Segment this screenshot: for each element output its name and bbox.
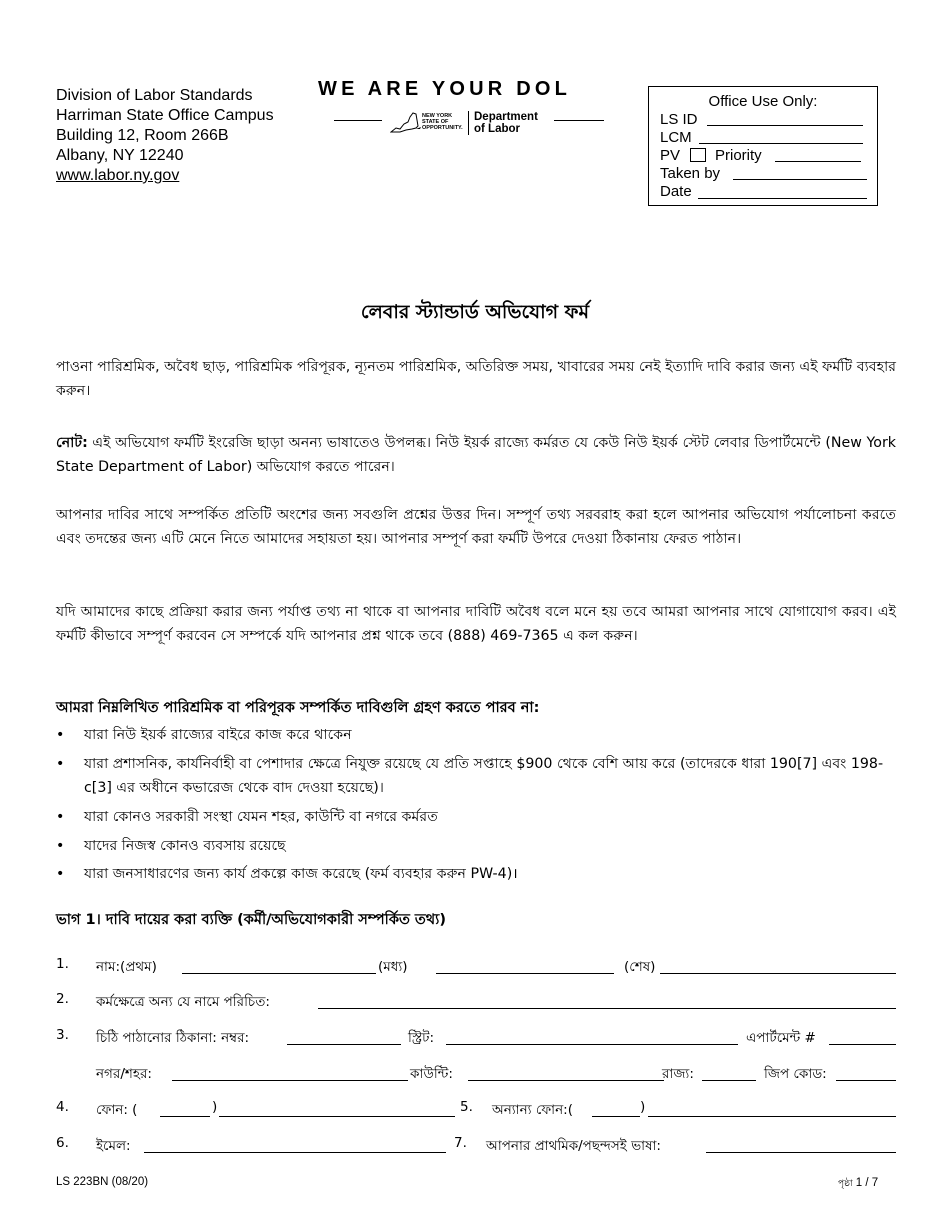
language-field[interactable]: [706, 1152, 896, 1153]
logo-state-text: [422, 113, 463, 131]
note-text: এই অভিযোগ ফর্মটি ইংরেজি ছাড়া অনন্য ভাষাতেও উপলব্ধ। নিউ ইয়র্ক রাজ্যে কর্মরত যে কেউ নিউ ইয়র্ক স্টেট লেবার ডিপার্টমেন্টে (New York State Department of Labor) অভিযোগ করতে পারেন।: [56, 435, 896, 475]
exclusion-item: • যাদের নিজস্ব কোনও ব্যবসায় রয়েছে: [56, 834, 896, 858]
pv-label: PV: [660, 147, 681, 164]
priority-label: Priority: [715, 147, 762, 164]
lcm-field[interactable]: [699, 143, 863, 144]
other-phone-number-field[interactable]: [648, 1116, 896, 1117]
date-field[interactable]: [698, 198, 867, 199]
ls-id-field[interactable]: [707, 125, 863, 126]
q7-number: 7.: [454, 1135, 467, 1151]
logo-state-line: NEW YORK: [422, 113, 453, 119]
ls-id-label: LS ID: [660, 111, 698, 128]
phone-label: ফোন: (: [96, 1102, 138, 1118]
address-line: Division of Labor Standards: [56, 87, 253, 104]
address-number-field[interactable]: [287, 1044, 401, 1045]
phone-close-paren: ): [212, 1099, 218, 1115]
exclusion-item: • যারা প্রশাসনিক, কার্যনির্বাহী বা পেশাদার ক্ষেত্রে নিযুক্ত রয়েছে যে প্রতি সপ্তাহে $900 থেকে বেশি আয় করে (তাদেরকে ধারা 190[7] এবং 198-c[3] এর অধীনে কভারেজ থেকে বাদ দেওয়া হয়েছে)।: [56, 752, 896, 800]
street-label: স্ট্রিট:: [408, 1030, 435, 1046]
logo-dept-line: Department: [474, 111, 538, 123]
city-label: নগর/শহর:: [96, 1066, 152, 1082]
exclusion-text: যারা প্রশাসনিক, কার্যনির্বাহী বা পেশাদার ক্ষেত্রে নিযুক্ত রয়েছে যে প্রতি সপ্তাহে $900 থেকে বেশি আয় করে (তাদেরকে ধারা 190[7] এবং 198-c[3] এর অধীনে কভারেজ থেকে বাদ দেওয়া হয়েছে)।: [84, 756, 884, 796]
city-row: [56, 1063, 896, 1085]
note-paragraph: [56, 431, 896, 479]
page-number: [838, 1176, 878, 1191]
taken-by-field[interactable]: [733, 179, 867, 180]
q1-number: 1.: [56, 956, 69, 972]
address-line: Albany, NY 12240: [56, 147, 184, 164]
phone-number-field[interactable]: [219, 1116, 455, 1117]
zip-field[interactable]: [836, 1080, 896, 1081]
last-name-label: (শেষ): [624, 959, 656, 975]
middle-name-field[interactable]: [436, 973, 614, 974]
county-label: কাউন্টি:: [410, 1066, 453, 1082]
other-phone-close-paren: ): [640, 1099, 646, 1115]
email-label: ইমেল:: [96, 1138, 131, 1154]
alias-label: কর্মক্ষেত্রে অন্য যে নামে পরিচিত:: [96, 994, 270, 1010]
part1-heading: ভাগ 1। দাবি দায়ের করা ব্যক্তি (কর্মী/অভিযোগকারী সম্পর্কিত তথ্য): [56, 912, 447, 928]
office-use-box: [648, 86, 878, 206]
last-name-field[interactable]: [660, 973, 896, 974]
exclusion-item: • যারা কোনও সরকারী সংস্থা যেমন শহর, কাউন্টি বা নগরে কর্মরত: [56, 805, 896, 829]
other-phone-label: অন্যান্য ফোন:(: [492, 1102, 573, 1118]
state-field[interactable]: [702, 1080, 756, 1081]
county-field[interactable]: [468, 1080, 664, 1081]
q5-number: 5.: [460, 1099, 473, 1115]
website-link[interactable]: www.labor.ny.gov: [56, 167, 180, 184]
other-phone-area-code-field[interactable]: [592, 1116, 640, 1117]
q3-number: 3.: [56, 1027, 69, 1043]
logo-dept-text: [474, 111, 538, 135]
zip-label: জিপ কোড:: [764, 1066, 827, 1082]
office-use-title: Office Use Only:: [708, 93, 818, 110]
pv-checkbox[interactable]: [690, 148, 706, 162]
taken-by-label: Taken by: [660, 165, 721, 182]
q6-number: 6.: [56, 1135, 69, 1151]
alias-row: [56, 991, 896, 1013]
name-row: [56, 956, 896, 978]
first-name-label: নাম:(প্রথম): [96, 959, 157, 975]
exclusion-item: • যারা নিউ ইয়র্ক রাজ্যের বাইরে কাজ করে থাকেন: [56, 723, 896, 747]
lcm-label: LCM: [660, 129, 692, 146]
q2-number: 2.: [56, 991, 69, 1007]
agency-address: [56, 86, 274, 186]
address-number-label: চিঠি পাঠানোর ঠিকানা: নম্বর:: [96, 1030, 250, 1046]
exclusions-heading: আমরা নিম্নলিখিত পারিশ্রমিক বা পরিপূরক সম্পর্কিত দাবিগুলি গ্রহণ করতে পারব না:: [56, 700, 540, 716]
logo-state-line: OPPORTUNITY.: [422, 125, 463, 131]
address-line: Harriman State Office Campus: [56, 107, 274, 124]
alias-field[interactable]: [318, 1008, 896, 1009]
state-label: রাজ্য:: [662, 1066, 694, 1082]
date-label: Date: [660, 183, 692, 200]
logo-state-line: STATE OF: [422, 119, 449, 125]
dol-slogan: WE ARE YOUR DOL: [318, 78, 572, 100]
page-label: পৃষ্ঠা: [838, 1179, 853, 1189]
exclusion-item: • যারা জনসাধারণের জন্য কার্য প্রকল্পে কাজ করেছে (ফর্ম ব্যবহার করুন PW-4)।: [56, 862, 896, 886]
exclusion-text: যাদের নিজস্ব কোনও ব্যবসায় রয়েছে: [84, 838, 286, 854]
mailing-address-row: [56, 1027, 896, 1049]
apartment-label: এপার্টমেন্ট #: [746, 1030, 816, 1046]
email-row: [56, 1135, 896, 1157]
instructions-paragraph: আপনার দাবির সাথে সম্পর্কিত প্রতিটি অংশের জন্য সবগুলি প্রশ্নের উত্তর দিন। সম্পূর্ণ তথ্য সরবরাহ করা হলে আপনার অভিযোগ পর্যালোচনা করতে এবং তদন্তের জন্য এটি মেনে নিতে আমাদের সহায়তা হয়। আপনার সম্পূর্ণ করা ফর্মটি উপরে দেওয়া ঠিকানায় ফেরত পাঠান।: [56, 507, 896, 547]
middle-name-label: (মধ্য): [378, 959, 408, 975]
dol-logo: [334, 110, 604, 136]
address-line: Building 12, Room 266B: [56, 127, 229, 144]
q4-number: 4.: [56, 1099, 69, 1115]
city-field[interactable]: [172, 1080, 408, 1081]
logo-dept-line: of Labor: [474, 123, 520, 135]
exclusion-text: যারা জনসাধারণের জন্য কার্য প্রকল্পে কাজ করেছে (ফর্ম ব্যবহার করুন PW-4)।: [84, 866, 518, 882]
form-code: LS 223BN (08/20): [56, 1176, 149, 1188]
new-york-state-icon: [390, 112, 422, 134]
priority-field[interactable]: [775, 161, 861, 162]
form-title: লেবার স্ট্যান্ডার্ড অভিযোগ ফর্ম: [360, 301, 590, 323]
page-number-value: 1 / 7: [855, 1177, 879, 1189]
note-label: নোট:: [56, 435, 88, 451]
first-name-field[interactable]: [182, 973, 376, 974]
exclusion-text: যারা কোনও সরকারী সংস্থা যেমন শহর, কাউন্টি বা নগরে কর্মরত: [84, 809, 438, 825]
contact-paragraph: যদি আমাদের কাছে প্রক্রিয়া করার জন্য পর্যাপ্ত তথ্য না থাকে বা আপনার দাবিটি অবৈধ বলে মনে হয় তবে আমরা আপনার সাথে যোগাযোগ করব। এই ফর্মটি কীভাবে সম্পূর্ণ করবেন সে সম্পর্কে যদি আপনার প্রশ্ন থাকে তবে (888) 469-7365 এ কল করুন।: [56, 604, 896, 644]
language-label: আপনার প্রাথমিক/পছন্দসই ভাষা:: [486, 1138, 661, 1154]
phone-area-code-field[interactable]: [160, 1116, 210, 1117]
email-field[interactable]: [144, 1152, 446, 1153]
exclusion-text: যারা নিউ ইয়র্ক রাজ্যের বাইরে কাজ করে থাকেন: [84, 727, 352, 743]
apartment-field[interactable]: [829, 1044, 896, 1045]
street-field[interactable]: [446, 1044, 738, 1045]
intro-paragraph: পাওনা পারিশ্রমিক, অবৈধ ছাড়, পারিশ্রমিক পরিপূরক, ন্যূনতম পারিশ্রমিক, অতিরিক্ত সময়, খাবারের সময় নেই ইত্যাদি দাবি করার জন্য এই ফর্মটি ব্যবহার করুন।: [56, 359, 896, 399]
phone-row: [56, 1099, 896, 1121]
